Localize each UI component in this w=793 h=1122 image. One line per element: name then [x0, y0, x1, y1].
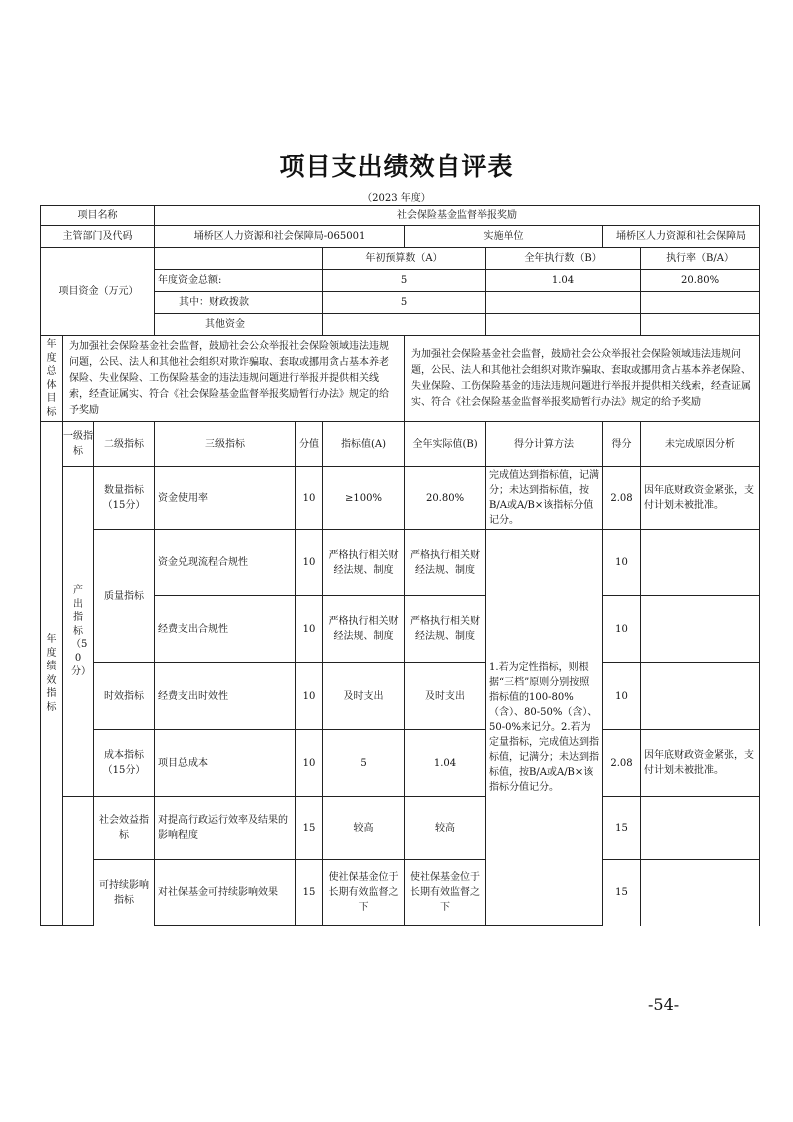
- actual-cell: 及时支出: [405, 663, 486, 730]
- weight-cell: 10: [296, 730, 323, 797]
- weight-cell: 10: [296, 467, 323, 530]
- table-row: [41, 730, 760, 797]
- level3-cell: 资金兑现流程合规性: [155, 530, 296, 596]
- header-level1: 一级指标: [63, 422, 94, 467]
- reason-cell: 因年底财政资金紧张，支付计划未被批准。: [641, 730, 760, 797]
- weight-cell: 10: [296, 530, 323, 596]
- funds-other-exec: [486, 314, 641, 336]
- level3-cell: 资金使用率: [155, 467, 296, 530]
- level3-cell: 对社保基金可持续影响效果: [155, 860, 296, 926]
- level3-cell: 经费支出合规性: [155, 596, 296, 663]
- level3-cell: 经费支出时效性: [155, 663, 296, 730]
- score-cell: 2.08: [603, 730, 641, 797]
- table-row: [41, 860, 760, 926]
- col-rate: 执行率（B/A）: [641, 248, 760, 270]
- annual-goal-actual: 为加强社会保险基金社会监督，鼓励社会公众举报社会保险领域违法违规问题，公民、法人和其他社会组织对欺诈骗取、套取或挪用贪占基本养老保险、失业保险、工伤保险基金的违法违规问题进行举报并提供相关线索，经查证属实、符合《社会保险基金监督举报奖励暂行办法》规定的给予奖励: [405, 336, 760, 422]
- score-cell: 2.08: [603, 467, 641, 530]
- actual-cell: 较高: [405, 797, 486, 860]
- output-indicator-label-text: 产出指标（50分）: [71, 585, 91, 678]
- annual-goal-label: [41, 336, 63, 422]
- level3-cell: 项目总成本: [155, 730, 296, 797]
- level3-cell: 对提高行政运行效率及结果的影响程度: [155, 797, 296, 860]
- target-cell: 较高: [323, 797, 405, 860]
- target-cell: ≥100%: [323, 467, 405, 530]
- project-name-value: 社会保险基金监督举报奖励: [155, 206, 760, 226]
- funds-total-rate: 20.80%: [641, 270, 760, 292]
- funds-fiscal-budget: 5: [323, 292, 486, 314]
- reason-cell: [641, 530, 760, 596]
- header-level3: 三级指标: [155, 422, 296, 467]
- table-row: [41, 530, 760, 596]
- col-exec: 全年执行数（B）: [486, 248, 641, 270]
- funds-total-exec: 1.04: [486, 270, 641, 292]
- weight-cell: 10: [296, 663, 323, 730]
- funds-fiscal-exec: [486, 292, 641, 314]
- project-name-label: 项目名称: [41, 206, 155, 226]
- annual-goal-row: [41, 336, 760, 422]
- funds-label-text: 项目资金（万元）: [58, 286, 139, 297]
- actual-cell: 严格执行相关财经法规、制度: [405, 596, 486, 663]
- score-cell: 10: [603, 530, 641, 596]
- actual-cell: 20.80%: [405, 467, 486, 530]
- report-year: （2023 年度）: [362, 193, 431, 204]
- level2-quality: 质量指标: [94, 530, 155, 663]
- target-cell: 严格执行相关财经法规、制度: [323, 596, 405, 663]
- annual-goal-planned: 为加强社会保险基金社会监督，鼓励社会公众举报社会保险领域违法违规问题，公民、法人和其他社会组织对欺诈骗取、套取或挪用贪占基本养老保险、失业保险、工伤保险基金的违法违规问题进行举报并提供相关线索，经查证属实、符合《社会保险基金监督举报奖励暂行办法》规定的给予奖励: [63, 336, 405, 422]
- reason-cell: [641, 797, 760, 860]
- header-target: 指标值(A): [323, 422, 405, 467]
- header-method: 得分计算方法: [486, 422, 603, 467]
- weight-cell: 15: [296, 860, 323, 926]
- project-name-row: [41, 206, 760, 226]
- header-level2: 二级指标: [94, 422, 155, 467]
- funds-other-rate: [641, 314, 760, 336]
- score-cell: 10: [603, 596, 641, 663]
- method-common: 1.若为定性指标，则根据“三档”原则分别按照指标值的100-80%（含）、80-50%（含）、50-0%来记分。2.若为定量指标，完成值达到指标值，记满分；未达到指标值，按B/A或A/B×该指标分值记分。: [486, 530, 603, 926]
- page-number: -54-: [648, 995, 680, 1014]
- funds-total-budget: 5: [323, 270, 486, 292]
- level2-quantity: 数量指标（15分）: [94, 467, 155, 530]
- funds-header-blank: [155, 248, 323, 270]
- target-cell: 使社保基金位于长期有效监督之下: [323, 860, 405, 926]
- level2-cost: 成本指标（15分）: [94, 730, 155, 797]
- dept-row: [41, 226, 760, 248]
- dept-value: 埇桥区人力资源和社会保障局-065001: [155, 226, 405, 248]
- annual-goal-label-text: 年度总体目标: [46, 339, 57, 418]
- indicators-label-text: 年度绩效指标: [46, 634, 57, 713]
- reason-cell: 因年底财政资金紧张，支付计划未被批准。: [641, 467, 760, 530]
- table-row: [41, 797, 760, 860]
- header-weight: 分值: [296, 422, 323, 467]
- effect-indicator-label: [63, 797, 94, 926]
- funds-header-row: [41, 248, 760, 270]
- impl-unit-label: 实施单位: [405, 226, 603, 248]
- target-cell: 严格执行相关财经法规、制度: [323, 530, 405, 596]
- header-score: 得分: [603, 422, 641, 467]
- dept-label: 主管部门及代码: [41, 226, 155, 248]
- score-cell: 15: [603, 860, 641, 926]
- weight-cell: 15: [296, 797, 323, 860]
- funds-other-label: 其他资金: [155, 314, 323, 336]
- funds-other-budget: [323, 314, 486, 336]
- funds-total-label: 年度资金总额:: [155, 270, 323, 292]
- reason-cell: [641, 596, 760, 663]
- col-budget: 年初预算数（A）: [323, 248, 486, 270]
- header-actual: 全年实际值(B): [405, 422, 486, 467]
- output-indicator-label: [63, 467, 94, 797]
- indicators-label: [41, 422, 63, 926]
- indicator-header-row: [41, 422, 760, 467]
- funds-fiscal-label: 其中：财政拨款: [155, 292, 323, 314]
- impl-unit-value: 埇桥区人力资源和社会保障局: [603, 226, 760, 248]
- level2-sustainable: 可持续影响指标: [94, 860, 155, 926]
- target-cell: 5: [323, 730, 405, 797]
- score-cell: 15: [603, 797, 641, 860]
- reason-cell: [641, 663, 760, 730]
- evaluation-table: [40, 205, 760, 926]
- actual-cell: 严格执行相关财经法规、制度: [405, 530, 486, 596]
- method-quantity: 完成值达到指标值，记满分；未达到指标值，按B/A或A/B×该指标分值记分。: [486, 467, 603, 530]
- reason-cell: [641, 860, 760, 926]
- actual-cell: 1.04: [405, 730, 486, 797]
- page-title: 项目支出绩效自评表: [279, 152, 514, 181]
- table-row: [41, 663, 760, 730]
- score-cell: 10: [603, 663, 641, 730]
- table-row: [41, 467, 760, 530]
- funds-label: [41, 248, 155, 336]
- header-reason: 未完成原因分析: [641, 422, 760, 467]
- level2-timeliness: 时效指标: [94, 663, 155, 730]
- weight-cell: 10: [296, 596, 323, 663]
- level2-social: 社会效益指标: [94, 797, 155, 860]
- target-cell: 及时支出: [323, 663, 405, 730]
- funds-fiscal-rate: [641, 292, 760, 314]
- actual-cell: 使社保基金位于长期有效监督之下: [405, 860, 486, 926]
